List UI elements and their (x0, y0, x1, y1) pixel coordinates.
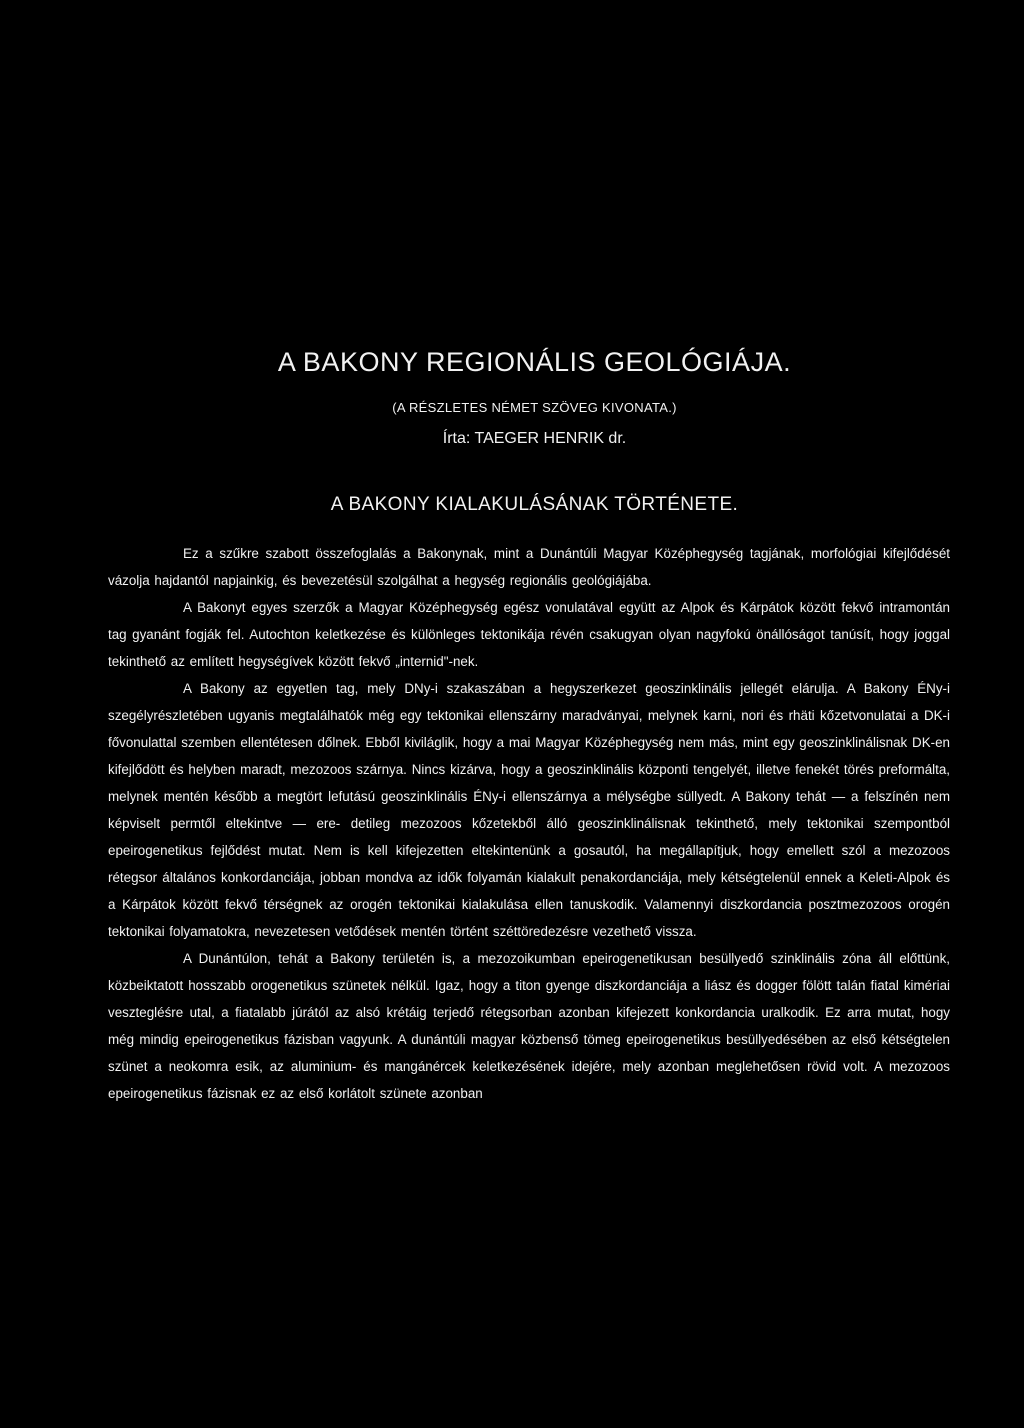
paragraph: A Bakony az egyetlen tag, mely DNy-i szakaszában a hegyszerkezet geoszinklinális jellegét elárulja. A Bakony ÉNy-i szegélyrészletében ugyanis megtalálhatók még egy tektonikai ellenszárny maradványai, melynek karni, nori és rhäti kőzetvonulatai a DK-i fővonulattal szemben ellentétesen dőlnek. Ebből kiviláglik, hogy a mai Magyar Középhegység nem más, mint egy geoszinklinálisnak DK-en kifejlődött és helyben maradt, mezozoos szárnya. Nincs kizárva, hogy a geoszinklinális központi tengelyét, illetve fenekét törés preformálta, melynek mentén később a megtört lefutású geoszinklinális ÉNy-i ellenszárnya a mélységbe süllyedt. A Bakony tehát — a felszínén nem képviselt permtől eltekintve — ere- detileg mezozoos kőzetekből álló geoszinklinálisnak tekinthető, mely tektonikai szempontból epeirogenetikus fejlődést mutat. Nem is kell kifejezetten eltekintenünk a gosautól, ha megállapítjuk, hogy emellett szól a mezozoos rétegsor általános konkordanciája, jobban mondva az idők folyamán kialakult penakordanciája, mely kétségtelenül ennek a Keleti-Alpok és a Kárpátok között fekvő térségnek az orogén tektonikai kialakulása ellen tanuskodik. Valamennyi diszkordancia posztmezozoos orogén tektonikai folyamatokra, nevezetesen vetődések mentén történt széttöredezésre vezethető vissza. (108, 681, 950, 939)
page-title: A BAKONY REGIONÁLIS GEOLÓGIÁJA. (277, 347, 792, 377)
author-line: Írta: TAEGER HENRIK dr. (442, 430, 627, 447)
section-title: A BAKONY KIALAKULÁSÁNAK TÖRTÉNETE. (330, 494, 739, 515)
page-subtitle: (A RÉSZLETES NÉMET SZÖVEG KIVONATA.) (392, 400, 677, 415)
body-text (108, 540, 950, 1107)
paragraph: Ez a szűkre szabott összefoglalás a Bakonynak, mint a Dunántúli Magyar Középhegység tagjának, morfológiai kifejlődését vázolja hajdantól napjainkig, és bevezetésül szolgálhat a hegység regionális geológiájába. (108, 546, 950, 588)
paragraph: A Dunántúlon, tehát a Bakony területén is, a mezozoikumban epeirogenetikusan besüllyedő szinklinális zóna áll előttünk, közbeiktatott hosszabb orogenetikus szünetek nélkül. Igaz, hogy a titon gyenge diszkordanciája a liász és dogger fölött talán fiatal kimériai vesztegléśre utal, a fiatalabb júrától az alsó krétáig terjedő rétegsorban azonban kifejezett konkordancia uralkodik. Ez arra mutat, hogy még mindig epeirogenetikus fázisban vagyunk. A dunántúli magyar közbenső tömeg epeirogenetikus besüllyedésében az első kétségtelen szünet a neokomra esik, az aluminium- és mangánércek keletkezésének idejére, mely azonban meglehetősen rövid volt. A mezozoos epeirogenetikus fázisnak ez az első korlátolt szünete azonban (108, 951, 950, 1101)
paragraph: A Bakonyt egyes szerzők a Magyar Középhegység egész vonulatával együtt az Alpok és Kárpátok között fekvő intramontán tag gyanánt fogják fel. Autochton keletkezése és különleges tektonikája révén csakugyan olyan nagyfokú önállóságot tanúsít, hogy joggal tekinthető az említett hegységívek között fekvő „internid"-nek. (108, 600, 950, 669)
